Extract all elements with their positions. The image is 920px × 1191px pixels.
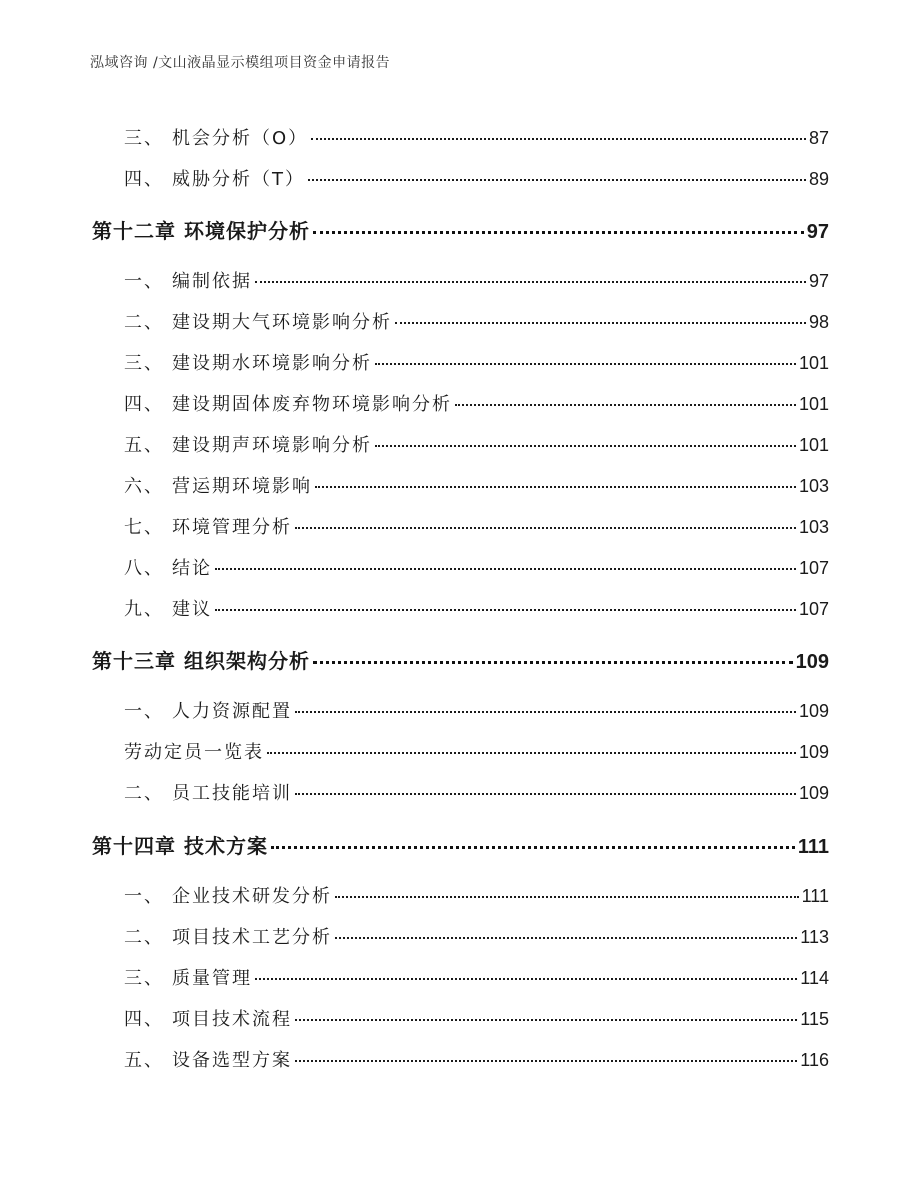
toc-entry-number: 二、	[124, 927, 164, 948]
toc-entry-title: 员工技能培训	[172, 783, 292, 804]
toc-entry-label	[124, 349, 372, 375]
toc-entry[interactable]	[124, 349, 829, 375]
toc-entry-title: 编制依据	[172, 271, 252, 292]
toc-entry-label	[124, 431, 372, 457]
toc-entry-page: 107	[798, 558, 829, 578]
toc-chapter-entry[interactable]	[92, 830, 829, 859]
dot-leader	[295, 527, 796, 529]
toc-entry-page: 98	[808, 312, 829, 332]
toc-entry-number: 七、	[124, 517, 164, 538]
dot-leader	[295, 711, 796, 713]
dot-leader	[255, 978, 797, 980]
toc-entry-page: 89	[808, 169, 829, 189]
toc-entry[interactable]	[124, 390, 829, 416]
toc-entry[interactable]	[124, 472, 829, 498]
dot-leader	[255, 281, 806, 283]
toc-entry-label	[124, 267, 252, 293]
toc-entry[interactable]	[124, 554, 829, 580]
toc-entry-title: 机会分析（O）	[172, 128, 309, 149]
toc-entry-title: 项目技术工艺分析	[172, 927, 332, 948]
toc-entry[interactable]	[124, 779, 829, 805]
dot-leader	[295, 793, 796, 795]
toc-entry-page: 114	[800, 968, 829, 988]
toc-entry[interactable]	[124, 165, 829, 191]
toc-entry-page: 109	[798, 701, 829, 721]
toc-entry-title: 建设期大气环境影响分析	[172, 312, 392, 333]
toc-entry[interactable]	[124, 308, 829, 334]
toc-entry-number: 三、	[124, 968, 164, 989]
toc-entry-label	[124, 595, 212, 621]
toc-entry-page: 109	[798, 783, 829, 803]
toc-entry-page: 101	[798, 394, 829, 414]
toc-entry-label	[124, 964, 252, 990]
toc-entry-title: 建设期固体废弃物环境影响分析	[172, 394, 452, 415]
toc-entry-number: 四、	[124, 169, 164, 190]
toc-entry-title: 人力资源配置	[172, 701, 292, 722]
dot-leader	[215, 568, 796, 570]
toc-entry-label	[124, 882, 332, 908]
dot-leader	[308, 179, 806, 181]
toc-entry-page: 97	[808, 271, 829, 291]
toc-entry-label	[124, 779, 292, 805]
toc-entry-number: 一、	[124, 701, 164, 722]
toc-entry-page: 101	[798, 353, 829, 373]
toc-entry-page: 111	[801, 886, 829, 906]
toc-entry[interactable]	[124, 267, 829, 293]
dot-leader	[335, 896, 799, 898]
toc-entry-title: 项目技术流程	[172, 1009, 292, 1030]
dot-leader	[295, 1019, 797, 1021]
dot-leader	[295, 1060, 797, 1062]
toc-chapter-entry[interactable]	[92, 645, 829, 674]
toc-entry-title: 质量管理	[172, 968, 252, 989]
toc-entry[interactable]	[124, 964, 829, 990]
toc-entry-number: 四、	[124, 1009, 164, 1030]
toc-entry[interactable]	[124, 124, 829, 150]
toc-entry-number: 五、	[124, 1050, 164, 1071]
toc-entry-title: 建议	[172, 599, 212, 620]
dot-leader	[313, 231, 804, 234]
toc-chapter-entry[interactable]	[92, 215, 829, 244]
toc-entry-label	[124, 1005, 292, 1031]
toc-entry-label	[124, 697, 292, 723]
toc-entry-title: 营运期环境影响	[172, 476, 312, 497]
toc-entry-label	[124, 1046, 292, 1072]
toc-entry-label	[124, 472, 312, 498]
toc-entry-number: 五、	[124, 435, 164, 456]
toc-entry-page: 113	[800, 927, 829, 947]
toc-entry-page: 87	[808, 128, 829, 148]
toc-entry-label	[124, 308, 392, 334]
dot-leader	[267, 752, 796, 754]
toc-entry-title: 设备选型方案	[172, 1050, 292, 1071]
dot-leader	[395, 322, 806, 324]
toc-entry-page: 109	[798, 742, 829, 762]
toc-entry-page: 103	[798, 517, 829, 537]
toc-entry-number: 六、	[124, 476, 164, 497]
toc-entry-title: 结论	[172, 558, 212, 579]
toc-entry-number: 二、	[124, 783, 164, 804]
toc-entry-title: 威胁分析（T）	[172, 169, 305, 190]
running-header: 泓域咨询 /文山液晶显示模组项目资金申请报告	[90, 55, 391, 71]
toc-entry-title: 企业技术研发分析	[172, 886, 332, 907]
toc-entry[interactable]	[124, 595, 829, 621]
dot-leader	[375, 445, 796, 447]
toc-entry-page: 116	[800, 1050, 829, 1070]
toc-entry-label	[124, 390, 452, 416]
toc-entry-label	[124, 513, 292, 539]
toc-entry-number: 八、	[124, 558, 164, 579]
toc-entry[interactable]	[124, 923, 829, 949]
toc-entry-label	[124, 124, 308, 150]
toc-chapter-page: 111	[797, 836, 829, 858]
toc-entry-page: 107	[798, 599, 829, 619]
dot-leader	[375, 363, 796, 365]
dot-leader	[311, 138, 806, 140]
toc-entry[interactable]	[124, 697, 829, 723]
toc-entry-label	[124, 923, 332, 949]
dot-leader	[313, 661, 793, 664]
toc-entry-page: 101	[798, 435, 829, 455]
toc-chapter-title: 第十三章 组织架构分析	[92, 649, 310, 673]
toc-entry[interactable]	[124, 738, 829, 764]
toc-entry-title: 环境管理分析	[172, 517, 292, 538]
toc-entry[interactable]	[124, 431, 829, 457]
dot-leader	[271, 846, 795, 849]
dot-leader	[215, 609, 796, 611]
toc-entry[interactable]	[124, 513, 829, 539]
toc-entry[interactable]	[124, 882, 829, 908]
toc-entry[interactable]	[124, 1005, 829, 1031]
toc-entry-label	[124, 554, 212, 580]
toc-entry-number: 九、	[124, 599, 164, 620]
toc-entry-title: 建设期水环境影响分析	[172, 353, 372, 374]
dot-leader	[315, 486, 796, 488]
toc-entry-title: 建设期声环境影响分析	[172, 435, 372, 456]
toc-entry-number: 三、	[124, 128, 164, 149]
toc-entry-number: 一、	[124, 886, 164, 907]
toc-entry-title: 劳动定员一览表	[124, 742, 264, 763]
toc-chapter-page: 109	[795, 651, 829, 673]
toc-chapter-title: 第十二章 环境保护分析	[92, 219, 310, 243]
toc-entry-number: 三、	[124, 353, 164, 374]
toc-entry-number: 一、	[124, 271, 164, 292]
toc-entry-number: 四、	[124, 394, 164, 415]
toc-entry-page: 115	[800, 1009, 829, 1029]
toc-chapter-title: 第十四章 技术方案	[92, 834, 268, 858]
toc-entry-number: 二、	[124, 312, 164, 333]
toc-chapter-page: 97	[806, 221, 829, 243]
dot-leader	[335, 937, 797, 939]
toc-entry-label	[124, 165, 305, 191]
dot-leader	[455, 404, 796, 406]
toc-entry[interactable]	[124, 1046, 829, 1072]
toc-entry-page: 103	[798, 476, 829, 496]
